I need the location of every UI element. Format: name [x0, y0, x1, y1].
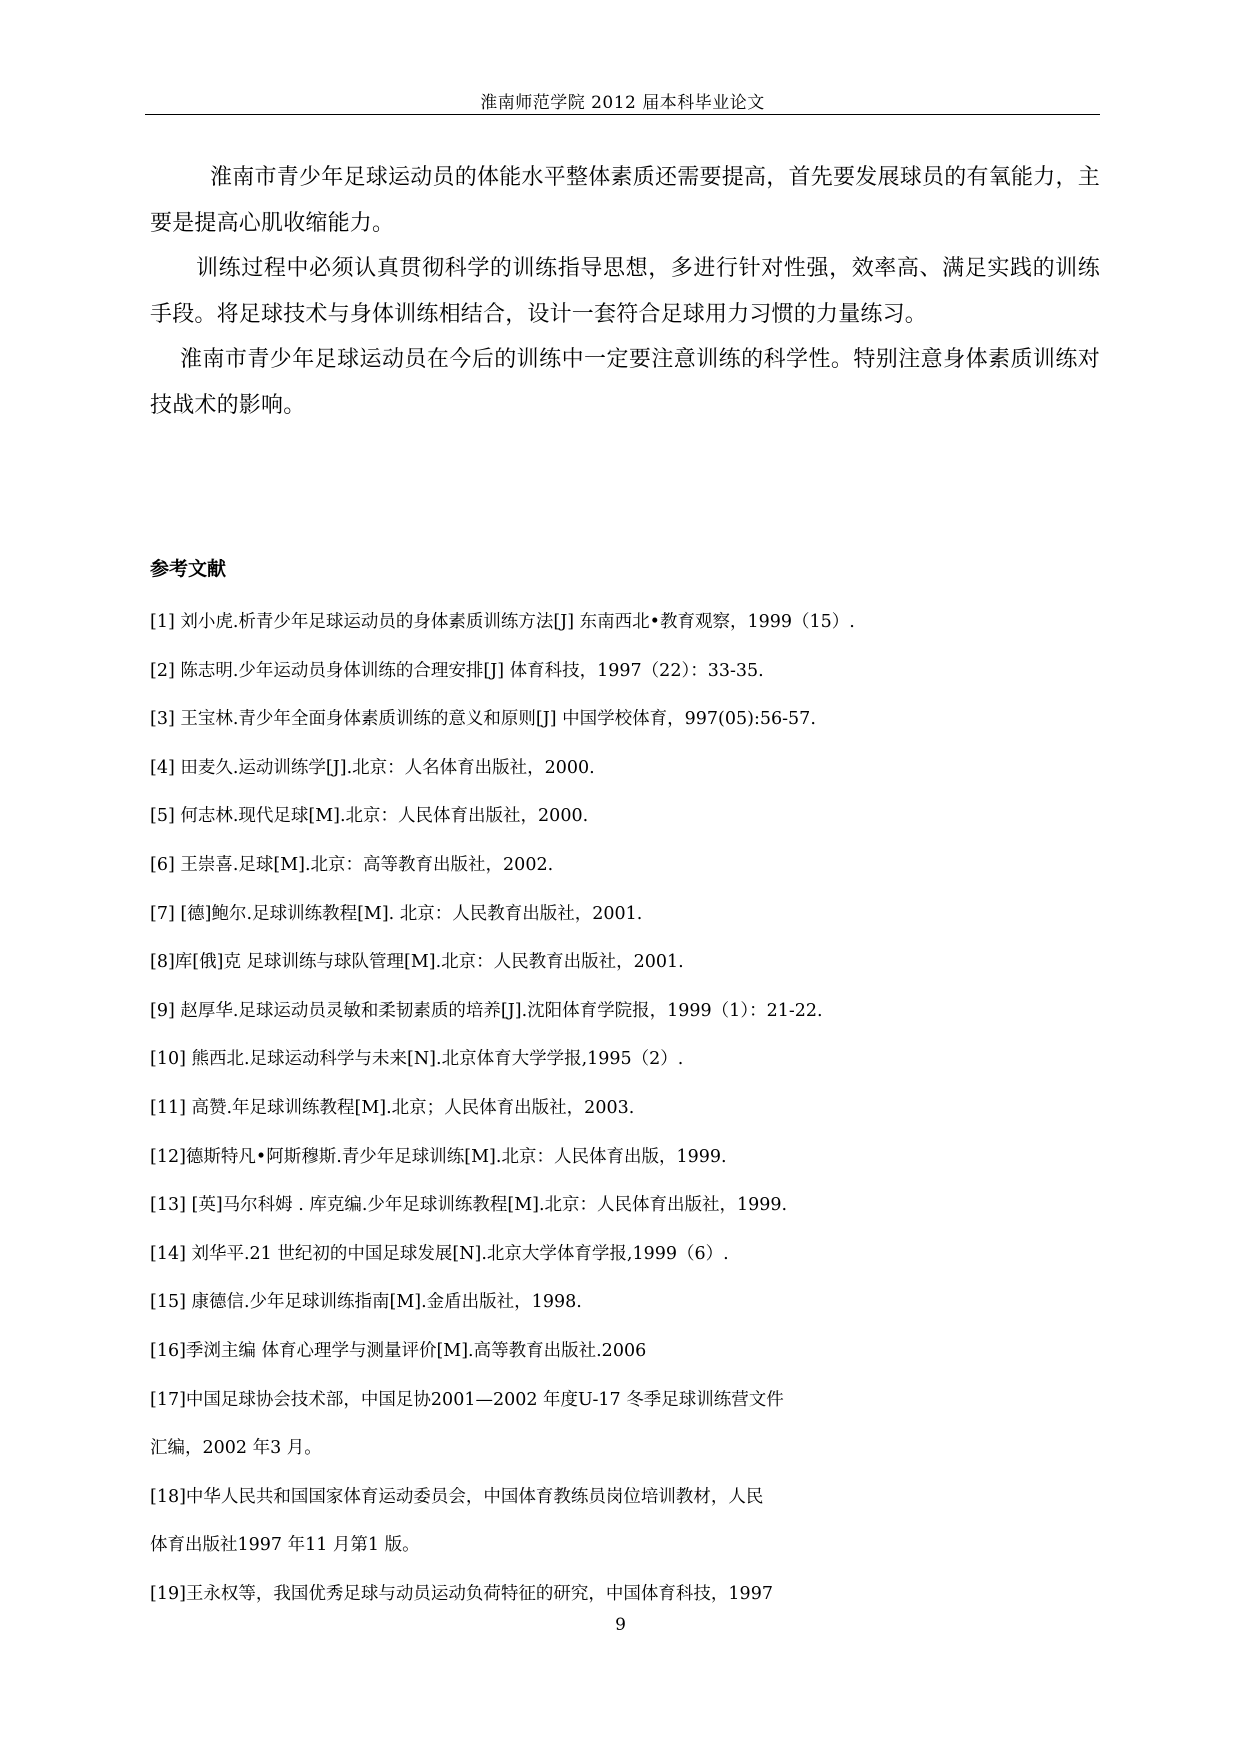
reference-item: [14] 刘华平.21 世纪初的中国足球发展[N].北京大学体育学报,1999（6）. [150, 1243, 729, 1264]
reference-item: [6] 王崇喜.足球[M].北京：高等教育出版社，2002. [150, 854, 554, 875]
reference-item: [16]季浏主编 体育心理学与测量评价[M].高等教育出版社.2006 [150, 1340, 647, 1361]
references-list [150, 598, 1050, 1618]
reference-item: [9] 赵厚华.足球运动员灵敏和柔韧素质的培养[J].沈阳体育学院报，1999（1）：21-22. [150, 1000, 823, 1021]
header-rule [145, 114, 1100, 115]
reference-item: [7] [德]鲍尔.足球训练教程[M]. 北京：人民教育出版社，2001. [150, 903, 643, 924]
reference-item: [15] 康德信.少年足球训练指南[M].金盾出版社，1998. [150, 1292, 582, 1313]
reference-item: [3] 王宝林.青少年全面身体素质训练的意义和原则[J] 中国学校体育，997(05):56-57. [150, 709, 816, 730]
body-text [150, 155, 1100, 429]
reference-item-continuation: 体育出版社1997 年11 月第1 版。 [150, 1535, 420, 1556]
reference-item: [19]王永权等，我国优秀足球与动员运动负荷特征的研究，中国体育科技，1997 [150, 1583, 773, 1604]
reference-item: [10] 熊西北.足球运动科学与未来[N].北京体育大学学报,1995（2）. [150, 1049, 684, 1070]
body-paragraph: 训练过程中必须认真贯彻科学的训练指导思想，多进行针对性强，效率高、满足实践的训练手段。将足球技术与身体训练相结合，设计一套符合足球用力习惯的力量练习。 [150, 256, 1100, 327]
running-header: 淮南师范学院 2012 届本科毕业论文 [480, 93, 765, 113]
reference-item: [1] 刘小虎.析青少年足球运动员的身体素质训练方法[J] 东南西北•教育观察，1999（15）. [150, 612, 855, 632]
reference-item: [8]库[俄]克 足球训练与球队管理[M].北京：人民教育出版社，2001. [150, 952, 684, 973]
body-paragraph: 淮南市青少年足球运动员在今后的训练中一定要注意训练的科学性。特别注意身体素质训练对技战术的影响。 [150, 347, 1100, 418]
reference-item: [13] [英]马尔科姆 . 库克编.少年足球训练教程[M].北京：人民体育出版社，1999. [150, 1195, 788, 1216]
page-number: 9 [615, 1615, 626, 1635]
reference-item: [12]德斯特凡•阿斯穆斯.青少年足球训练[M].北京：人民体育出版，1999. [150, 1146, 727, 1167]
reference-item: [18]中华人民共和国国家体育运动委员会，中国体育教练员岗位培训教材，人民 [150, 1486, 764, 1507]
reference-item: [4] 田麦久.运动训练学[J].北京：人名体育出版社，2000. [150, 757, 595, 778]
reference-item: [2] 陈志明.少年运动员身体训练的合理安排[J] 体育科技，1997（22）：33-35. [150, 660, 764, 681]
reference-item: [11] 高赞.年足球训练教程[M].北京；人民体育出版社，2003. [150, 1097, 635, 1118]
body-paragraph: 淮南市青少年足球运动员的体能水平整体素质还需要提高，首先要发展球员的有氧能力，主要是提高心肌收缩能力。 [150, 165, 1100, 236]
reference-item: [5] 何志林.现代足球[M].北京：人民体育出版社，2000. [150, 806, 589, 827]
references-heading: 参考文献 [150, 558, 227, 580]
reference-item: [17]中国足球协会技术部，中国足协2001—2002 年度U-17 冬季足球训练营文件 [150, 1389, 784, 1410]
reference-item-continuation: 汇编，2002 年3 月。 [150, 1438, 322, 1459]
